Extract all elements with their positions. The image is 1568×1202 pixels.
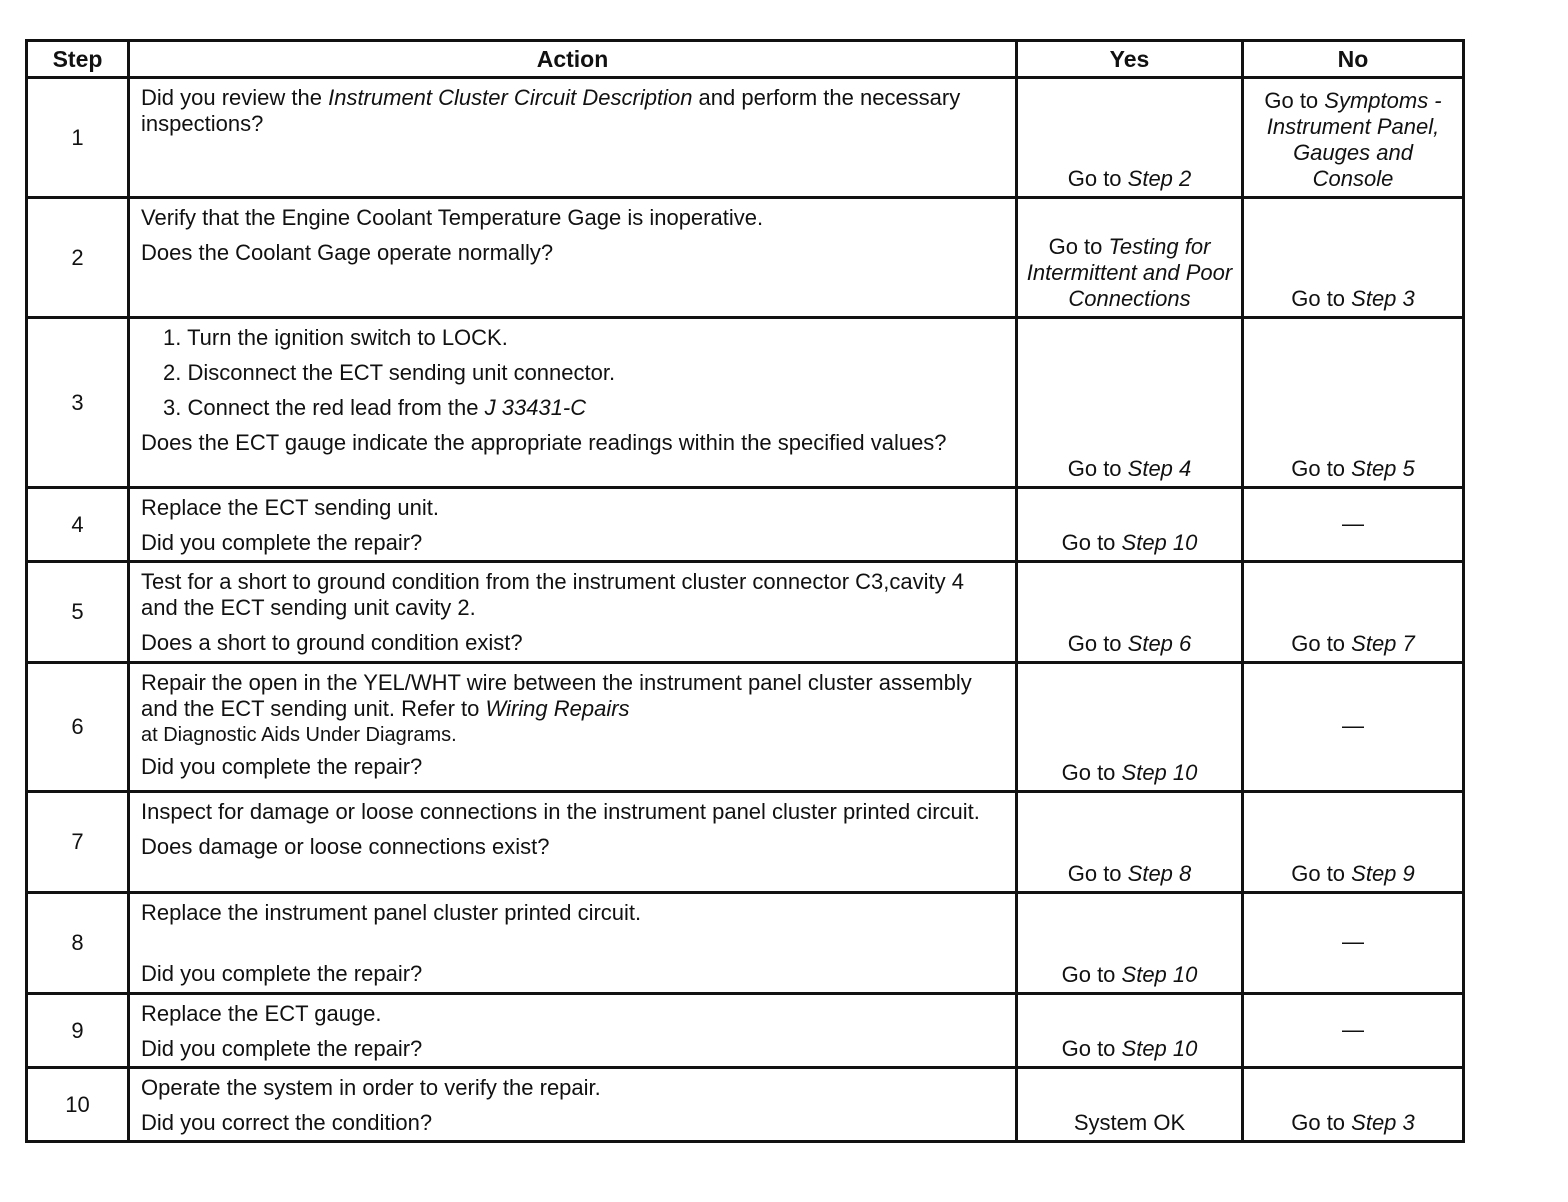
no-target: Step 7	[1351, 631, 1415, 656]
table-row	[27, 78, 1464, 198]
header-action: Action	[129, 41, 1017, 78]
no-prefix: Go to	[1291, 286, 1352, 311]
yes-prefix: Go to	[1048, 234, 1109, 259]
no-cell	[1243, 1068, 1464, 1142]
yes-target: Testing for Intermittent and Poor Connections	[1026, 234, 1233, 311]
table-row	[27, 994, 1464, 1068]
action-question: Does the ECT gauge indicate the appropriate readings within the specified values?	[141, 430, 947, 455]
step-number: 8	[27, 893, 129, 994]
action-cell	[129, 488, 1017, 562]
step-number: 4	[27, 488, 129, 562]
yes-target: Step 8	[1127, 861, 1192, 886]
action-cell	[129, 994, 1017, 1068]
no-target: Symptoms - Instrument Panel, Gauges and Console	[1266, 88, 1442, 191]
no-target: Step 3	[1351, 286, 1415, 311]
table-row	[27, 318, 1464, 488]
yes-cell	[1017, 318, 1243, 488]
no-cell-dash: —	[1243, 488, 1464, 562]
yes-prefix: Go to	[1061, 962, 1122, 987]
yes-cell	[1017, 78, 1243, 198]
action-question: Does the Coolant Gage operate normally?	[141, 240, 554, 265]
no-target: Step 3	[1351, 1110, 1415, 1135]
no-cell	[1243, 198, 1464, 318]
step-number: 6	[27, 663, 129, 792]
step-number: 10	[27, 1068, 129, 1142]
step-number: 7	[27, 792, 129, 893]
yes-target: Step 10	[1121, 530, 1198, 555]
yes-target: Step 6	[1127, 631, 1192, 656]
header-yes: Yes	[1017, 41, 1243, 78]
action-cell	[129, 78, 1017, 198]
tool-reference: J 33431-C	[484, 395, 587, 420]
action-question: Did you complete the repair?	[141, 1036, 423, 1061]
action-question: Did you complete the repair?	[141, 961, 423, 986]
action-cell	[129, 792, 1017, 893]
table-row	[27, 1068, 1464, 1142]
table-row	[27, 663, 1464, 792]
action-text: Repair the open in the YEL/WHT wire between the instrument panel cluster assembly and the ECT sending unit. Refer to	[141, 670, 972, 721]
no-prefix: Go to	[1264, 88, 1325, 113]
yes-prefix: Go to	[1061, 1036, 1122, 1061]
action-question: Did you complete the repair?	[141, 754, 423, 779]
yes-prefix: Go to	[1067, 631, 1128, 656]
action-text: Test for a short to ground condition from the instrument cluster connector C3,cavity 4 and the ECT sending unit cavity 2.	[141, 569, 964, 620]
yes-target: Step 4	[1127, 456, 1192, 481]
yes-target: Step 10	[1121, 760, 1198, 785]
action-cell	[129, 663, 1017, 792]
header-no: No	[1243, 41, 1464, 78]
no-target: Step 9	[1351, 861, 1415, 886]
action-reference: Wiring Repairs	[485, 696, 630, 721]
yes-cell	[1017, 663, 1243, 792]
step-number: 1	[27, 78, 129, 198]
action-text: Inspect for damage or loose connections in the instrument panel cluster printed circuit.	[141, 799, 980, 824]
yes-prefix: Go to	[1067, 456, 1128, 481]
table-row	[27, 792, 1464, 893]
yes-cell	[1017, 792, 1243, 893]
action-substep: 3. Connect the red lead from the	[163, 395, 485, 420]
action-text: at Diagnostic Aids Under Diagrams.	[141, 724, 457, 746]
no-cell	[1243, 318, 1464, 488]
step-number: 3	[27, 318, 129, 488]
no-prefix: Go to	[1291, 861, 1352, 886]
header-row	[27, 41, 1464, 78]
yes-prefix: Go to	[1067, 861, 1128, 886]
yes-prefix: Go to	[1067, 166, 1128, 191]
table-row	[27, 198, 1464, 318]
yes-target: Step 10	[1121, 1036, 1198, 1061]
action-text: Verify that the Engine Coolant Temperature Gage is inoperative.	[141, 205, 764, 230]
yes-cell	[1017, 994, 1243, 1068]
yes-prefix: Go to	[1061, 530, 1122, 555]
yes-cell	[1017, 893, 1243, 994]
step-number: 2	[27, 198, 129, 318]
no-cell-dash: —	[1243, 663, 1464, 792]
yes-target: Step 10	[1121, 962, 1198, 987]
diagnostic-table	[25, 39, 1465, 1143]
action-text: Operate the system in order to verify the repair.	[141, 1075, 601, 1100]
table-row	[27, 488, 1464, 562]
no-cell	[1243, 562, 1464, 663]
action-text: Replace the ECT gauge.	[141, 1001, 382, 1026]
no-prefix: Go to	[1291, 456, 1352, 481]
no-cell	[1243, 792, 1464, 893]
action-text: and perform the necessary inspections?	[141, 85, 961, 136]
action-question: Does damage or loose connections exist?	[141, 834, 550, 859]
action-question: Does a short to ground condition exist?	[141, 630, 523, 655]
action-substep: 1. Turn the ignition switch to LOCK.	[163, 325, 508, 350]
yes-target: Step 2	[1127, 166, 1192, 191]
header-step: Step	[27, 41, 129, 78]
step-number: 5	[27, 562, 129, 663]
table-row	[27, 562, 1464, 663]
action-cell	[129, 1068, 1017, 1142]
no-cell	[1243, 78, 1464, 198]
action-cell	[129, 562, 1017, 663]
yes-cell	[1017, 198, 1243, 318]
yes-cell: System OK	[1017, 1068, 1243, 1142]
action-text: Did you review the	[141, 85, 329, 110]
action-question: Did you correct the condition?	[141, 1110, 433, 1135]
yes-cell	[1017, 562, 1243, 663]
action-cell	[129, 198, 1017, 318]
action-cell	[129, 893, 1017, 994]
no-prefix: Go to	[1291, 1110, 1352, 1135]
action-cell	[129, 318, 1017, 488]
step-number: 9	[27, 994, 129, 1068]
yes-prefix: Go to	[1061, 760, 1122, 785]
yes-cell	[1017, 488, 1243, 562]
action-question: Did you complete the repair?	[141, 530, 423, 555]
table-row	[27, 893, 1464, 994]
no-target: Step 5	[1351, 456, 1415, 481]
action-text: Replace the instrument panel cluster printed circuit.	[141, 900, 642, 925]
action-reference: Instrument Cluster Circuit Description	[328, 85, 693, 110]
action-text: Replace the ECT sending unit.	[141, 495, 439, 520]
no-cell-dash: —	[1243, 893, 1464, 994]
no-prefix: Go to	[1291, 631, 1352, 656]
no-cell-dash: —	[1243, 994, 1464, 1068]
action-substep: 2. Disconnect the ECT sending unit connector.	[163, 360, 616, 385]
